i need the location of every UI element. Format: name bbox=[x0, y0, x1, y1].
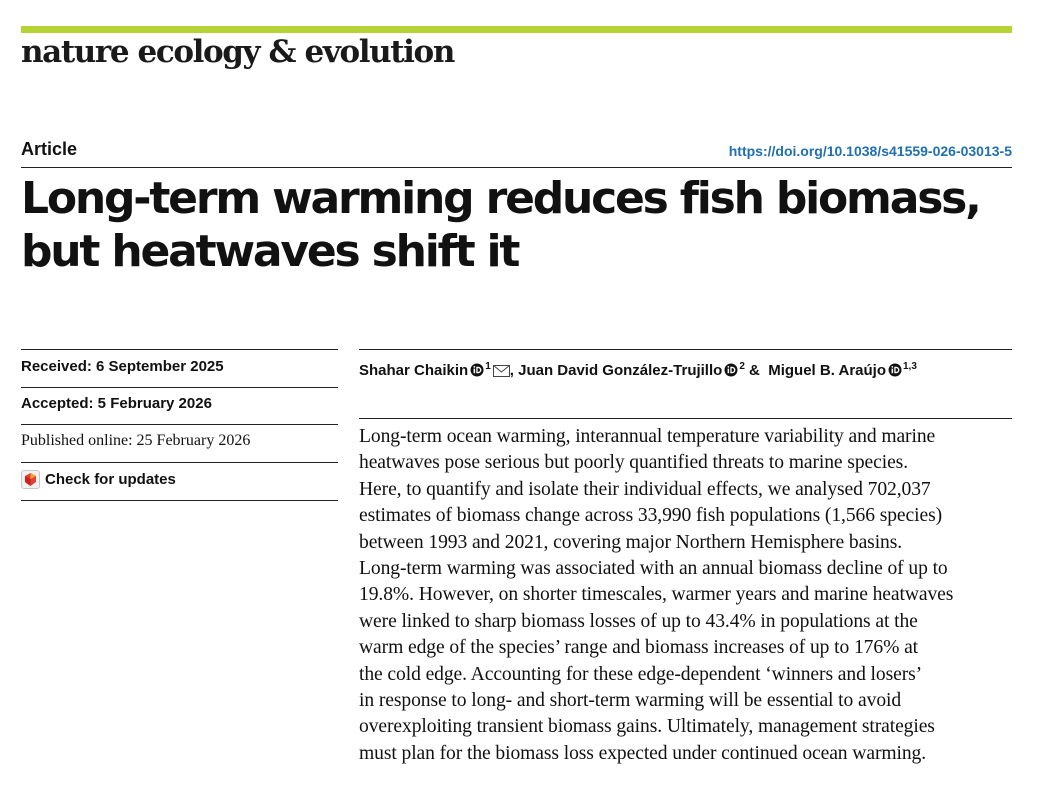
abstract-line: in response to long- and short-term warming will be essential to avoid bbox=[359, 690, 902, 712]
abstract-line: 19.8%. However, on shorter timescales, warmer years and marine heatwaves bbox=[359, 584, 954, 606]
check-for-updates-label: Check for updates bbox=[45, 471, 176, 488]
author[interactable] bbox=[768, 362, 917, 379]
abstract-line: Long-term ocean warming, interannual temperature variability and marine bbox=[359, 426, 936, 447]
affiliation-marker: 1 bbox=[485, 361, 491, 372]
email-icon[interactable] bbox=[493, 362, 510, 384]
author[interactable] bbox=[518, 362, 768, 379]
affiliation-marker: 1,3 bbox=[903, 361, 917, 372]
abstract-line: the cold edge. Accounting for these edge-dependent ‘winners and losers’ bbox=[359, 663, 923, 685]
abstract-line: must plan for the biomass loss expected under continued ocean warming. bbox=[359, 742, 927, 764]
author-separator: & bbox=[744, 362, 765, 379]
check-for-updates-button[interactable] bbox=[21, 470, 176, 489]
abstract-line: Long-term warming was associated with an annual biomass decline of up to bbox=[359, 558, 948, 580]
divider bbox=[359, 349, 1012, 350]
article-type: Article bbox=[21, 139, 78, 159]
journal-logo[interactable]: nature ecology & evolution bbox=[21, 34, 454, 70]
affiliation-marker: 2 bbox=[739, 361, 745, 372]
abstract-line: warm edge of the species’ range and biomass increases of up to 176% at bbox=[359, 637, 919, 659]
divider bbox=[21, 500, 338, 501]
check-for-updates-icon bbox=[21, 470, 40, 489]
abstract-line: overexploiting transient biomass gains. Ultimately, management strategies bbox=[359, 716, 935, 738]
title-line: Long-term warming reduces fish biomass, bbox=[21, 173, 980, 224]
divider bbox=[21, 387, 338, 388]
abstract-line: Here, to quantify and isolate their individual effects, we analysed 702,037 bbox=[359, 478, 931, 500]
orcid-icon[interactable] bbox=[888, 362, 902, 384]
abstract-line: between 1993 and 2021, covering major Northern Hemisphere basins. bbox=[359, 531, 903, 553]
accepted-date: Accepted: 5 February 2026 bbox=[21, 395, 212, 412]
abstract-line: estimates of biomass change across 33,990 fish populations (1,566 species) bbox=[359, 505, 943, 527]
divider bbox=[359, 418, 1012, 419]
author-separator: , bbox=[509, 362, 519, 379]
abstract bbox=[359, 424, 1009, 767]
author-name[interactable]: Juan David González-Trujillo bbox=[518, 362, 723, 379]
abstract-line: were linked to sharp biomass losses of up to 43.4% in populations at the bbox=[359, 610, 918, 632]
author[interactable] bbox=[359, 362, 518, 379]
divider bbox=[21, 462, 338, 463]
received-date: Received: 6 September 2025 bbox=[21, 358, 224, 375]
divider bbox=[21, 349, 338, 350]
author-list bbox=[359, 356, 1012, 384]
orcid-icon[interactable] bbox=[724, 362, 738, 384]
published-date: Published online: 25 February 2026 bbox=[21, 432, 251, 449]
abstract-line: heatwaves pose serious but poorly quantified threats to marine species. bbox=[359, 452, 908, 474]
journal-accent-bar bbox=[21, 26, 1012, 33]
article-title bbox=[21, 172, 1011, 278]
divider bbox=[21, 167, 1012, 168]
orcid-icon[interactable] bbox=[470, 362, 484, 384]
divider bbox=[21, 424, 338, 425]
author-name[interactable]: Miguel B. Araújo bbox=[768, 362, 886, 379]
doi-link[interactable]: https://doi.org/10.1038/s41559-026-03013-5 bbox=[728, 143, 1012, 159]
author-name[interactable]: Shahar Chaikin bbox=[359, 362, 469, 379]
title-line: but heatwaves shift it bbox=[21, 226, 519, 277]
